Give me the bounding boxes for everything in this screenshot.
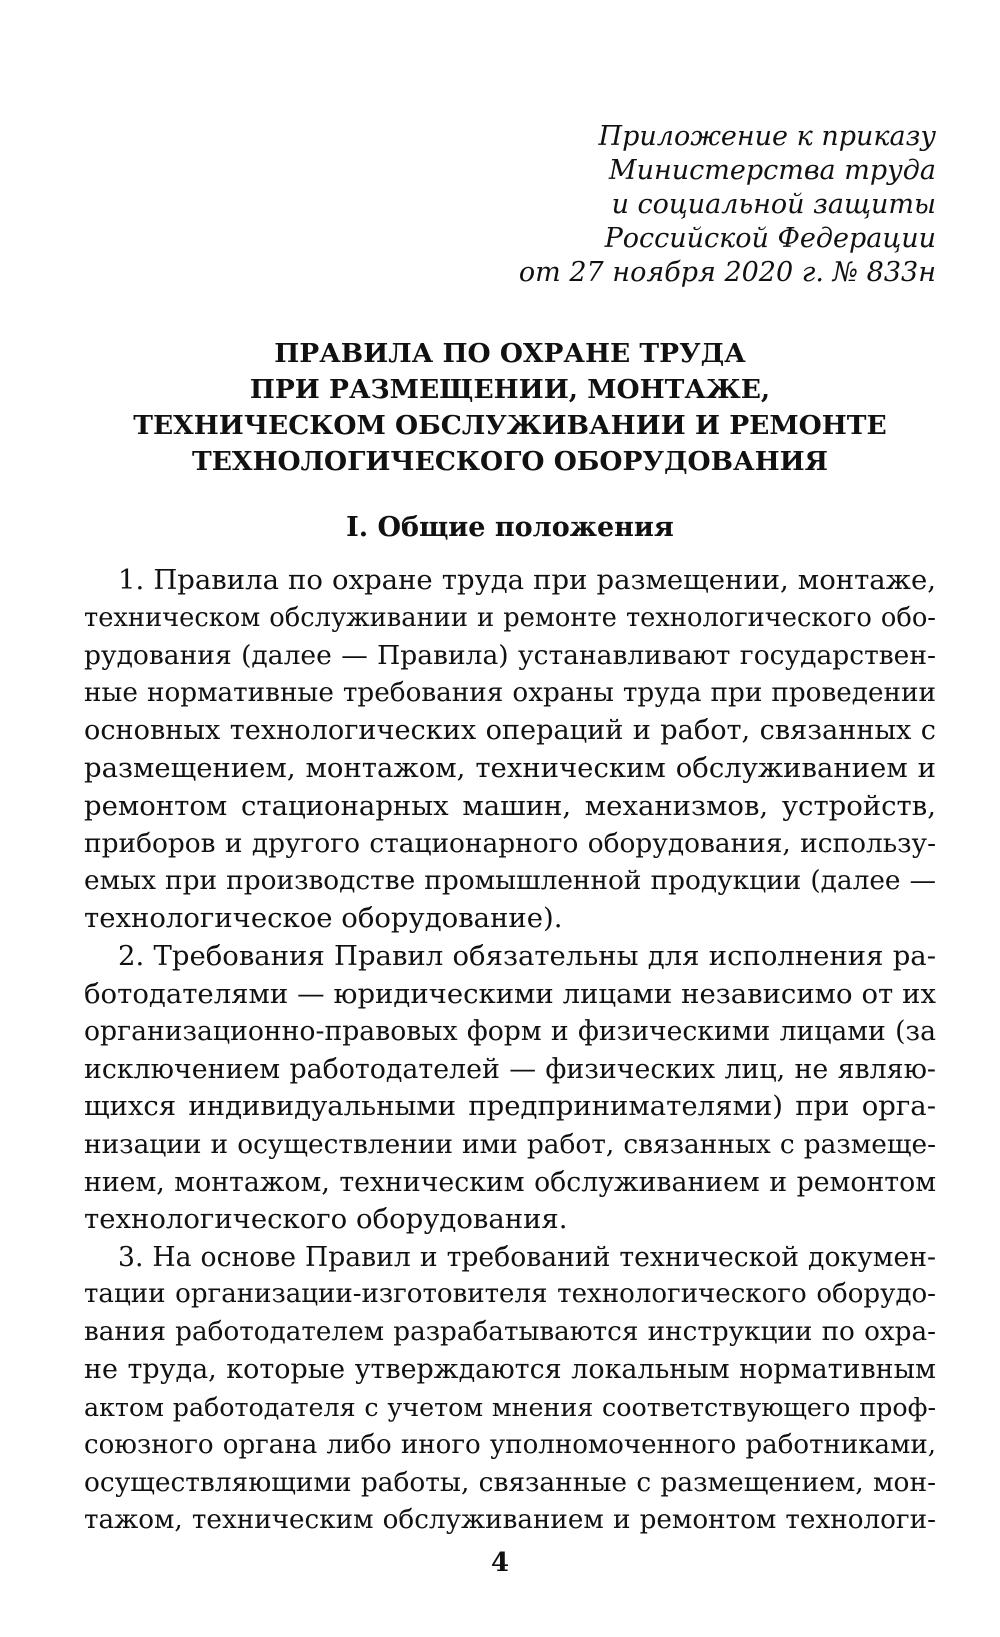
text-line: актом работодателя с учетом мнения соответствующего проф- <box>84 1392 936 1423</box>
text-line: низации и осуществлении ими работ, связанных с размеще- <box>84 1128 936 1160</box>
text-line: приборов и другого стационарного оборудования, использу- <box>84 828 936 860</box>
text-line: организационно-правовых форм и физическими лицами (за <box>84 1016 936 1048</box>
text-line: 1. Правила по охране труда при размещении, монтаже, <box>118 564 936 596</box>
text-line: 3. На основе Правил и требований технической докумен- <box>118 1241 936 1273</box>
text-line: 2. Требования Правил обязательны для исполнения ра- <box>118 939 936 972</box>
title-line: ПРИ РАЗМЕЩЕНИИ, МОНТАЖЕ, <box>249 374 771 405</box>
page-number: 4 <box>490 1548 510 1578</box>
text-line: емых при производстве промышленной продукции (далее — <box>84 865 936 896</box>
appendix-line: Приложение к приказу <box>598 121 936 152</box>
text-line: союзного органа либо иного уполномоченного работниками, <box>84 1429 936 1460</box>
appendix-line: и социальной защиты <box>611 189 936 220</box>
appendix-line: Министерства труда <box>608 155 936 186</box>
paragraph-1 <box>84 562 936 938</box>
title-line: ТЕХНОЛОГИЧЕСКОГО ОБОРУДОВАНИЯ <box>191 446 829 477</box>
text-line: вания работодателем разрабатываются инструкции по охра- <box>84 1316 936 1347</box>
text-line: основных технологических операций и работ, связанных с <box>84 715 936 747</box>
section-heading: I. Общие положения <box>346 512 674 543</box>
title-line: ТЕХНИЧЕСКОМ ОБСЛУЖИВАНИИ И РЕМОНТЕ <box>133 410 887 441</box>
title-line: ПРАВИЛА ПО ОХРАНЕ ТРУДА <box>274 338 746 369</box>
text-line: технологическое оборудование). <box>84 902 563 935</box>
body-text <box>84 562 936 1539</box>
text-line: ботодателями — юридическими лицами независимо от их <box>84 977 936 1010</box>
text-line: исключением работодателей — физических лиц, не являю- <box>84 1053 936 1085</box>
text-line: технологического оборудования. <box>84 1203 568 1236</box>
appendix-line: от 27 ноября 2020 г. № 833н <box>518 257 936 288</box>
text-line: рудования (далее — Правила) устанавливают государствен- <box>84 640 936 672</box>
text-line: ные нормативные требования охраны труда при проведении <box>84 677 936 708</box>
appendix-note <box>336 120 936 290</box>
paragraph-3 <box>84 1239 936 1540</box>
appendix-line: Российской Федерации <box>604 223 936 254</box>
text-line: тажом, техническим обслуживанием и ремонтом технологи- <box>84 1504 936 1535</box>
text-line: не труда, которые утверждаются локальным нормативным <box>84 1354 936 1386</box>
text-line: нием, монтажом, техническим обслуживанием и ремонтом <box>84 1166 936 1198</box>
text-line: тации организации-изготовителя технологического оборудо- <box>84 1279 936 1310</box>
document-title <box>40 336 980 480</box>
paragraph-2 <box>84 938 936 1239</box>
text-line: щихся индивидуальными предпринимателями) при орга- <box>84 1090 936 1123</box>
text-line: ремонтом стационарных машин, механизмов, устройств, <box>84 789 936 822</box>
text-line: осуществляющими работы, связанные с размещением, мон- <box>84 1467 936 1499</box>
text-line: техническом обслуживании и ремонте технологического обо- <box>84 602 936 633</box>
text-line: размещением, монтажом, техническим обслуживанием и <box>84 751 936 784</box>
